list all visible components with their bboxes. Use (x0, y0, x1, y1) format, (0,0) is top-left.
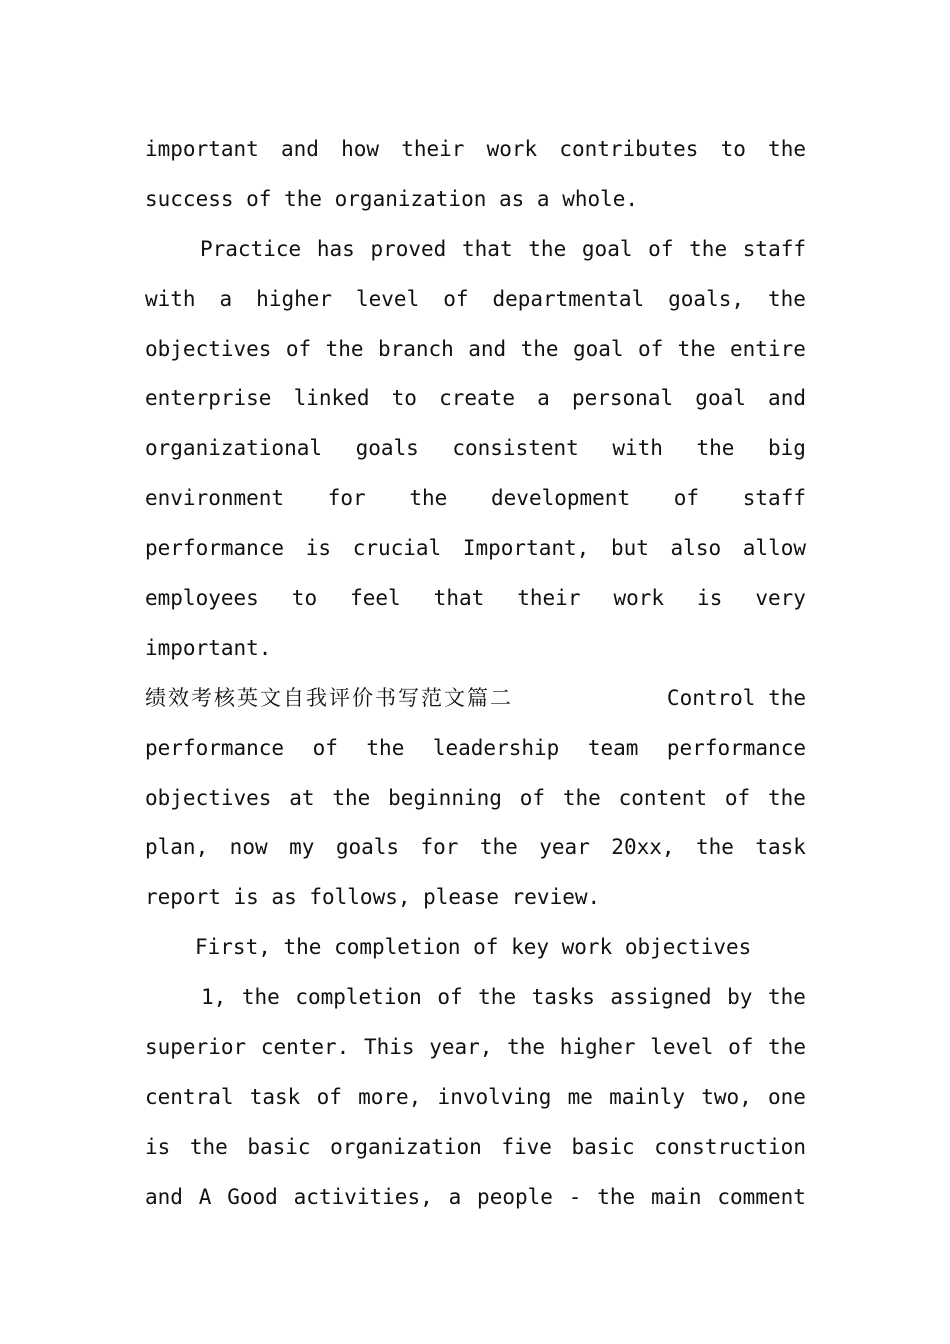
word: me (567, 1084, 593, 1109)
word: of (437, 985, 463, 1010)
word: goal (572, 336, 624, 361)
word: a (448, 1184, 462, 1209)
word: the (520, 336, 559, 361)
word: performance (666, 735, 806, 760)
word: the (189, 1134, 228, 1159)
word: organizational (145, 436, 323, 461)
word: by (727, 985, 753, 1010)
word: now (229, 835, 268, 860)
word: the (528, 236, 567, 261)
word: center. (260, 1035, 350, 1060)
word: goal (695, 386, 746, 411)
text-line (145, 1173, 806, 1223)
word: a (537, 386, 550, 411)
word: is (697, 586, 723, 611)
word: how (341, 137, 380, 161)
word: task (249, 1084, 301, 1109)
word: a (219, 286, 233, 311)
word: work (613, 586, 665, 611)
heading-continuation: Control the (666, 685, 806, 710)
word: of (673, 486, 700, 511)
word: the (332, 785, 371, 810)
word: the (479, 835, 518, 860)
word: the (768, 785, 806, 810)
word: and (280, 137, 319, 161)
word: people (477, 1184, 553, 1209)
word: basic (247, 1134, 311, 1159)
list-item-start-line (145, 973, 806, 1023)
word: completion (295, 985, 422, 1010)
word: entire (730, 336, 806, 361)
word: staff (742, 486, 806, 511)
text-line: success of the organization as a whole. (145, 186, 639, 211)
word: the (507, 1035, 546, 1060)
word: goals (355, 436, 419, 461)
word: the (562, 785, 601, 810)
word: contributes (559, 137, 699, 161)
word: proved (370, 236, 447, 261)
word: the (767, 286, 806, 311)
word: the (677, 336, 716, 361)
word: to (291, 586, 318, 611)
section-heading: 绩效考核英文自我评价书写范文篇二 (145, 685, 513, 710)
text-line (145, 325, 806, 375)
word: staff (742, 236, 806, 261)
word: the (325, 336, 364, 361)
word: my (289, 835, 315, 860)
word: of (724, 785, 751, 810)
word: objectives (145, 336, 272, 361)
text-line (145, 125, 806, 175)
word: - (568, 1184, 582, 1209)
word: level (356, 286, 420, 311)
word: and (468, 336, 507, 361)
subheading-line: First, the completion of key work objectives (195, 935, 752, 960)
word: very (755, 586, 806, 611)
word: content (618, 785, 708, 810)
word: but (610, 536, 649, 561)
word: the (767, 985, 806, 1010)
word: higher (256, 286, 333, 311)
word: Practice (200, 236, 302, 261)
word: objectives (145, 785, 272, 810)
text-line (145, 1073, 806, 1123)
word: of (285, 336, 312, 361)
word: 1, (201, 985, 227, 1010)
word: involving (437, 1084, 552, 1109)
word: superior (145, 1035, 247, 1060)
word: the (696, 436, 735, 461)
word: and (768, 386, 806, 411)
word: level (650, 1035, 714, 1060)
text-line (145, 474, 806, 524)
word: departmental (492, 286, 645, 311)
word: branch (377, 336, 454, 361)
word: to (720, 137, 746, 161)
word: year (539, 835, 590, 860)
word: is (305, 536, 332, 561)
word: also (670, 536, 722, 561)
word: the (409, 486, 448, 511)
word: work (486, 137, 538, 161)
word: goal (581, 236, 633, 261)
word: that (433, 586, 485, 611)
word: Good (227, 1184, 278, 1209)
word: This (363, 1035, 415, 1060)
word: of (316, 1084, 342, 1109)
text-line (145, 774, 806, 824)
word: personal (571, 386, 674, 411)
word: with (612, 436, 663, 461)
text-line: report is as follows, please review. (145, 885, 601, 910)
word: consistent (452, 436, 579, 461)
word: linked (293, 386, 370, 411)
word: assigned (610, 985, 712, 1010)
word: big (768, 436, 806, 461)
word: 20xx, (611, 835, 675, 860)
word: of (312, 735, 338, 760)
word: is (145, 1134, 171, 1159)
word: task (755, 835, 806, 860)
section-heading-line (145, 674, 806, 724)
text-line (145, 524, 806, 574)
word: of (728, 1035, 754, 1060)
word: one (768, 1084, 806, 1109)
word: of (648, 236, 674, 261)
word: plan, (145, 835, 209, 860)
word: important (145, 137, 259, 161)
word: enterprise (145, 386, 272, 411)
text-line (145, 374, 806, 424)
word: beginning (388, 785, 502, 810)
word: with (145, 286, 196, 311)
word: the (689, 236, 728, 261)
word: leadership (432, 735, 560, 760)
word: crucial (352, 536, 442, 561)
word: five (501, 1134, 552, 1159)
word: the (768, 1035, 806, 1060)
word: comment (717, 1184, 806, 1209)
text-line (145, 724, 806, 774)
word: team (587, 735, 639, 760)
word: for (420, 835, 459, 860)
word: basic (571, 1134, 635, 1159)
word: their (401, 137, 465, 161)
word: of (519, 785, 546, 810)
word: A (198, 1184, 212, 1209)
word: activities, (293, 1184, 433, 1209)
word: year, (429, 1035, 493, 1060)
word: the (366, 735, 405, 760)
word: performance (145, 536, 285, 561)
text-line (145, 574, 806, 624)
word: tasks (531, 985, 595, 1010)
text-line: important. (145, 635, 272, 660)
word: of (637, 336, 664, 361)
word: their (517, 586, 581, 611)
word: performance (145, 735, 285, 760)
word: the (597, 1184, 636, 1209)
word: allow (742, 536, 806, 561)
word: central (145, 1084, 234, 1109)
word: two, (701, 1084, 752, 1109)
word: for (327, 486, 366, 511)
word: environment (145, 486, 285, 511)
word: development (491, 486, 631, 511)
word: feel (350, 586, 401, 611)
word: more, (358, 1084, 422, 1109)
word: construction (654, 1134, 806, 1159)
word: Important, (462, 536, 590, 561)
text-line (145, 1123, 806, 1173)
word: create (439, 386, 515, 411)
word: at (289, 785, 315, 810)
word: the (241, 985, 280, 1010)
word: goals (335, 835, 400, 860)
word: main (650, 1184, 702, 1209)
word: and (145, 1184, 183, 1209)
word: employees (145, 586, 259, 611)
text-line (145, 424, 806, 474)
word: to (391, 386, 417, 411)
word: mainly (609, 1084, 685, 1109)
text-line (145, 823, 806, 873)
word: that (462, 236, 513, 261)
body-text (145, 125, 806, 1223)
word: the (768, 137, 806, 161)
text-line (145, 275, 806, 325)
word: the (695, 835, 734, 860)
word: organization (330, 1134, 482, 1159)
text-line (145, 1023, 806, 1073)
paragraph-start-line (145, 225, 806, 275)
word: of (443, 286, 469, 311)
word: higher (559, 1035, 636, 1060)
word: has (316, 236, 355, 261)
word: goals, (668, 286, 744, 311)
word: the (478, 985, 517, 1010)
